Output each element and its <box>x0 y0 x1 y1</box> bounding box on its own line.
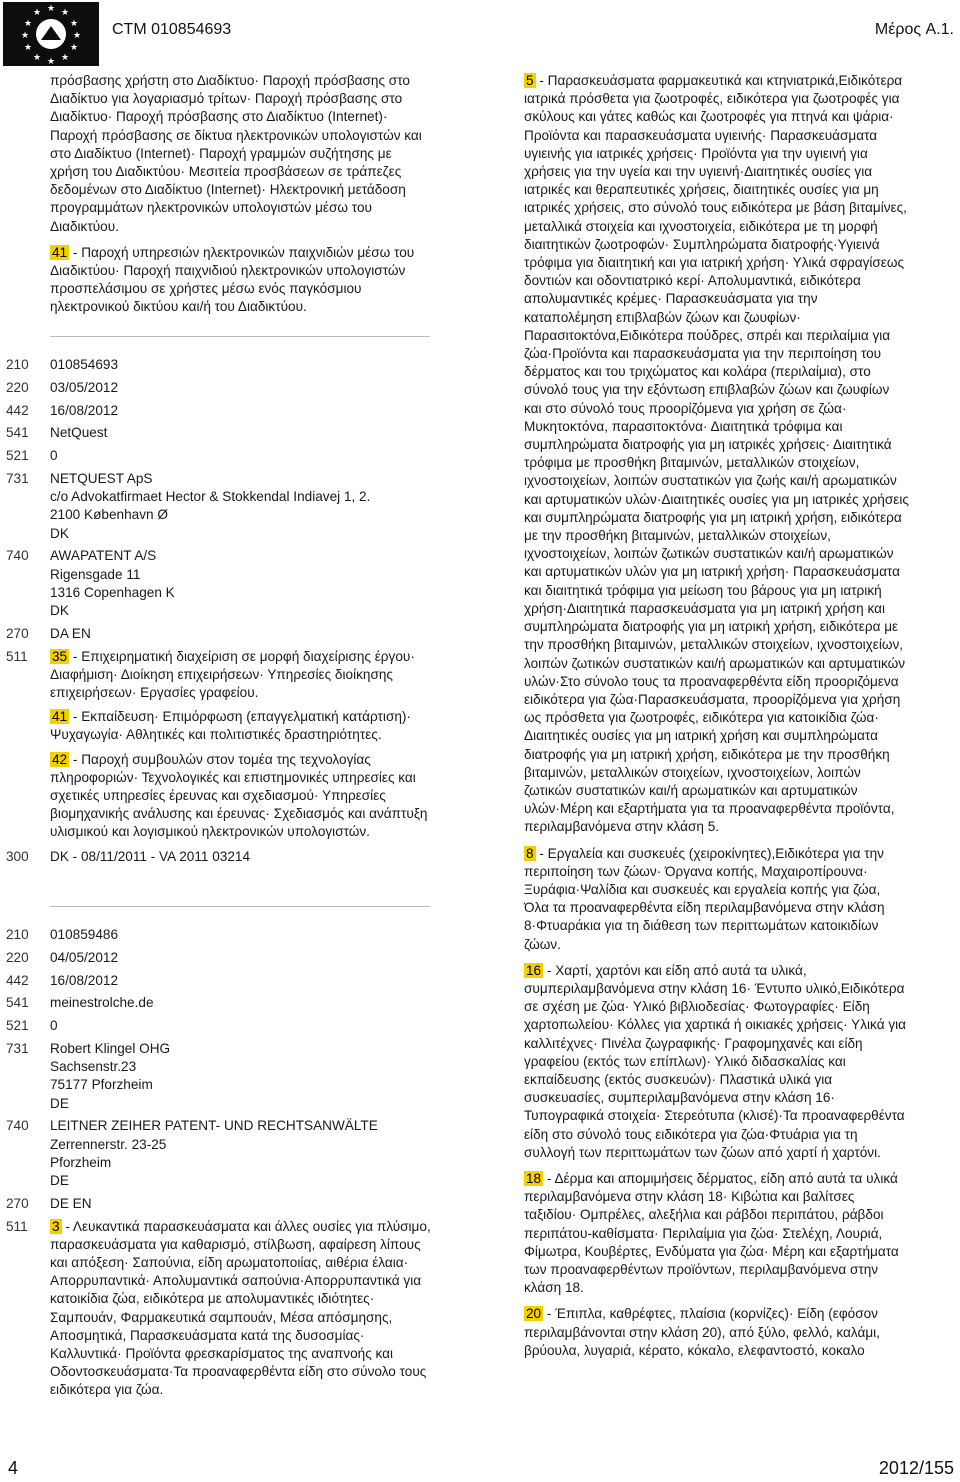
class-description: - Δέρμα και απομιμήσεις δέρματος, είδη από αυτά τα υλικά περιλαμβανόμενα στην κλάση 18· Κιβώτια και βαλίτσες ταξιδίου· Ομπρέλες, αλεξήλια και ράβδοι περιπάτου, ράβδοι περιπάτου-καθίσματα· Περιλαίμια για ζώα· Στελέχη, Λουριά, Φίμωτρα, Κουβέρτες, Ενδύματα για ζώα· Μέρη και εξαρτήματα των προαναφερθέντων προϊόντων, περιλαμβανόμενα στην κλάση 18. <box>524 1170 899 1296</box>
trademark-record <box>6 926 436 1406</box>
field-row <box>6 926 436 944</box>
field-row <box>6 949 436 967</box>
field-row <box>6 848 436 866</box>
inid-code: 511 <box>6 1218 28 1234</box>
record-separator <box>50 906 430 907</box>
inid-code: 220 <box>6 949 29 965</box>
class-description: - Χαρτί, χαρτόνι και είδη από αυτά τα υλικά, συμπεριλαμβανόμενα στην κλάση 16· Έντυπο υλικό,Ειδικότερα σε σχέση με ζώα· Υλικό βιβλιοδεσίας· Φωτογραφίες· Είδη χαρτοπωλείου· Κόλλες για χαρτικά ή οικιακές χρήσεις· Υλικά για καλλιτέχνες· Πινέλα ζωγραφικής· Γραφομηχανές και είδη γραφείου (εκτός των επίπλων)· Υλικό διδασκαλίας και εκπαίδευσης (εκτός συσκευών)· Πλαστικά υλικά για συσκευασίες, συμπεριλαμβανόμενα στην κλάση 16· Τυπογραφικά στοιχεία· Στερεότυπα (κλισέ)·Τα προαναφερθέντα είδη στο σύνολό τους ειδικότερα για ζώα·Φτυάρια για τη συλλογή των περιττωμάτων των ζώων από χαρτί ή χαρτόνι. <box>524 962 907 1160</box>
svg-text:★: ★ <box>69 43 79 53</box>
class-description: - Παροχή υπηρεσιών ηλεκτρονικών παιχνιδιών μέσω του Διαδικτύου· Παροχή παιχνιδιού ηλεκτρονικών υπολογιστών προσπελάσιμου σε χρήστες μέσω ενός παγκόσμιου ηλεκτρονικού δικτύου και/ή του Διαδικτύου. <box>50 244 415 315</box>
field-row <box>6 424 436 442</box>
inid-code: 541 <box>6 995 29 1011</box>
class-description: - Επιχειρηματική διαχείριση σε μορφή διαχείρισης έργου· Διαφήμιση· Διοίκηση επιχειρήσεων· Υπηρεσίες διοίκησης επιχειρήσεων· Εργασίες γραφείου. <box>50 648 415 700</box>
class-description: - Λευκαντικά παρασκευάσματα και άλλες ουσίες για πλύσιμο, παρασκευάσματα για καθαρισμό, στίλβωση, αφαίρεση λίπους και απόξεση· Σαπούνια, είδη αρωματοποιίας, αιθέρια έλαια· Απορρυπαντικά· Απολυμαντικά σαπούνια·Απορρυπαντικά για κατοικίδια ζώα, ειδικότερα με απολυμαντικές ιδιότητες· Σαμπουάν, Φαρμακευτικά σαμπουάν, Μέσα απόσμησης, Αποσμητικά, Παρασκευάσματα κατά της δυσοσμίας· Καλλυντικά· Προϊόντα φρεσκαρίσματος της αναπνοής και Οδοντοσκευάσματα·Τα προαναφερθέντα είδη στο σύνολο τους ειδικότερα για ζώα. <box>50 1218 431 1398</box>
field-value: 010859486 <box>50 927 119 942</box>
inid-code: 210 <box>6 927 29 942</box>
class-paragraph <box>524 72 909 837</box>
field-value: DE EN <box>50 1195 92 1211</box>
field-row <box>6 402 436 420</box>
inid-code: 541 <box>6 425 29 441</box>
class-paragraph <box>50 244 430 317</box>
class-paragraph <box>524 1305 909 1360</box>
inid-code: 731 <box>6 470 29 486</box>
field-value: 03/05/2012 <box>50 379 119 395</box>
page-number: 4 <box>8 1458 19 1478</box>
field-row <box>6 447 436 465</box>
field-value: meinestrolche.de <box>50 995 154 1011</box>
svg-text:★: ★ <box>69 19 79 29</box>
field-value: c/o Advokatfirmaet Hector & Stokkendal Indiavej 1, 2. <box>50 489 371 505</box>
field-value: 04/05/2012 <box>50 949 119 965</box>
field-row <box>6 1017 436 1035</box>
inid-code: 511 <box>6 648 28 664</box>
inid-code: 521 <box>6 1018 29 1034</box>
inid-code: 270 <box>6 625 29 641</box>
class-description: πρόσβασης χρήστη στο Διαδίκτυο· Παροχή πρόσβασης στο Διαδίκτυο για λογαριασμό τρίτων· Παροχή πρόσβασης στο Διαδίκτυο· Παροχή πρόσβασης στο Διαδίκτυο (Internet)· Παροχή πρόσβασης σε δίκτυα ηλεκτρονικών υπολογιστών και στο Διαδίκτυο (Internet)· Παροχή γραμμών συζήτησης με χρήση του Διαδικτύου· Μεσιτεία προσβάσεων σε τράπεζες δεδομένων στο Διαδίκτυο (Internet)· Ηλεκτρονική μετάδοση προγραμμάτων ηλεκτρονικών υπολογιστών μέσω του Διαδικτύου. <box>50 73 422 234</box>
record-separator <box>50 336 430 337</box>
field-row <box>6 1195 436 1213</box>
field-row <box>6 356 436 374</box>
field-value: DK - 08/11/2011 - VA 2011 03214 <box>50 848 251 864</box>
document-id: CTM 010854693 <box>112 21 232 38</box>
inid-code: 731 <box>6 1040 29 1056</box>
field-row <box>6 994 436 1012</box>
nice-class-badge: 41 <box>52 244 68 260</box>
field-row <box>6 1117 436 1190</box>
field-value: NetQuest <box>50 425 108 441</box>
field-value: DK <box>50 603 69 618</box>
field-value: DA EN <box>50 625 91 641</box>
nice-class-badge: 18 <box>526 1170 542 1186</box>
nice-class-badge: 41 <box>52 709 68 725</box>
field-row <box>6 972 436 990</box>
right-column-goods-services <box>524 72 909 1368</box>
class-description: - Εκπαίδευση· Επιμόρφωση (επαγγελματική κατάρτιση)· Ψυχαγωγία· Αθλητικές και πολιτιστικές δραστηριότητες. <box>50 709 411 743</box>
field-row <box>6 1218 436 1400</box>
inid-code: 442 <box>6 402 29 418</box>
svg-text:★: ★ <box>72 31 82 41</box>
page-header <box>0 0 960 66</box>
field-value: 0 <box>50 448 58 464</box>
class-description: - Εργαλεία και συσκευές (χειροκίνητες),Ειδικότερα για την περιποίηση των ζώων· Όργανα κοπής, Μαχαιροπίρουνα· Ξυράφια·Ψαλίδια και συσκευές και εργαλεία κοπής για ζώα, Όλα τα προαναφερθέντα είδη περιλαμβανόμενα στην κλάση 8·Φτυαράκια για τη διάθεση των περιττωμάτων κατοικιδίων ζώων. <box>524 845 885 952</box>
nice-class-badge: 3 <box>52 1218 60 1234</box>
class-paragraph <box>50 72 430 236</box>
svg-text:★: ★ <box>32 8 42 18</box>
field-row <box>6 470 436 543</box>
field-value: Pforzheim <box>50 1154 112 1170</box>
inid-code: 220 <box>6 379 29 395</box>
class-description: - Παρασκευάσματα φαρμακευτικά και κτηνιατρικά,Ειδικότερα ιατρικά πρόσθετα για ζωοτροφές, ειδικότερα για ζωοτροφές για σκύλους και γάτες καθώς και ζωοτροφές για πτηνά και ψάρια· Προϊόντα και παρασκευάσματα υγιεινής· Παρασκευάσματα υγιεινής για ιατρικές χρήσεις· Προϊόντα για την υγιεινή για χρήσεις για την υγεία και την υγιεινή·Διαιτητικές ουσίες για ιατρικές και θεραπευτικές χρήσεις, διαιτητικές ουσίες για μη ιατρικές χρήσεις, στο σύνολό τους ειδικότερα με βάση βιταμίνες, μεταλλικά στοιχεία και ιχνοστοιχεία, ειδικότερα με τη μορφή διαιτητικών ζωοτροφών· Συμπληρώματα διατροφής·Υγιεινά τρόφιμα για διαιτητική και για ιατρική χρήση· Υλικά σφραγίσεως δοντιών και οδοντιατρικό κερί· Απολυμαντικά, ειδικότερα απολυμαντικές κρέμες· Παρασκευάσματα για την καταπολέμηση επιβλαβών ζώων και ζωυφίων· Παρασιτοκτόνα,Ειδικότερα πούδρες, σπρέι και περιλαίμια για ζώα·Προϊόντα και παρασκευάσματα για την περιποίηση του δέρματος και του τριχώματος και κολάρα (περιλαίμια), στο σύνολό τους για την εξόντωση επιβλαβών ζώων και ζωυφίων και στο σύνολό τους προορίζόμενα για χρήση σε ζώα· Μυκητοκτόνα, παρασιτοκτόνα· Διαιτητικά τρόφιμα και συμπληρώματα διατροφής για μη ιατρικές χρήσεις· Διαιτητικά τρόφιμα με προσθήκη βιταμινών, μεταλλικών στοιχείων, ιχνοστοιχείων, λοιπών συστατικών για ζωής και/ή αρωματικών και αρτυματικών υλών·Διαιτητικές ουσίες για μη ιατρικές χρήσεις και συμπληρώματα διατροφής για μη ιατρική χρήση, ειδικότερα με την προσθήκη βιταμινών, μεταλλικών στοιχείων, ιχνοστοιχείων, λοιπών ζωτικών συστατικών και/ή αρωματικών και αρτυματικών υλών για μη ιατρική χρήση· Παρασκευάσματα και διαιτητικά τρόφιμα για μείωση του βάρους για μη ιατρική χρήση·Διαιτητικά παρασκευάσματα για μη ιατρική χρήση και συμπληρώματα διατροφής για μη ιατρική χρήση, ειδικότερα με την προσθήκη βιταμινών, μεταλλικών στοιχείων, ιχνοστοιχείων, λοιπών ζωτικών συστατικών και/ή αρωματικών και αρτυματικών υλών·Στο σύνολο τους τα προαναφερθέντα είδη προοριζόμενα ειδικότερα για ζώα·Παρασκευάσματα, προορίζόμενα για χρήση ως πρόσθετα για ζωοτροφές, ειδικότερα για κατοικίδια ζώα· Διαιτητικές ουσίες για μη ιατρική χρήση και συμπληρώματα διατροφής για μη ιατρική χρήση, ειδικότερα με την προσθήκη βιταμινών, μεταλλικών στοιχείων, ιχνοστοιχείων, λοιπών ζωτικών συστατικών και/ή αρωματικών και αρτυματικών υλών·Μέρη και εξαρτήματα για τα προαναφερθέντα προϊόντα, περιλαμβανόμενα στην κλάση 5. <box>524 73 909 835</box>
field-value: 75177 Pforzheim <box>50 1077 153 1093</box>
field-value: 16/08/2012 <box>50 402 119 418</box>
nice-class-badge: 16 <box>526 962 542 978</box>
class-paragraph <box>524 1170 909 1297</box>
field-value: 16/08/2012 <box>50 972 119 988</box>
class-paragraph <box>524 845 909 954</box>
nice-class-badge: 35 <box>52 648 68 664</box>
field-value: DE <box>50 1173 69 1188</box>
part-label: Μέρος A.1. <box>874 21 954 38</box>
class-paragraph <box>524 962 909 1162</box>
class-paragraph <box>50 751 436 842</box>
svg-text:★: ★ <box>32 53 42 63</box>
class-paragraph <box>50 1218 436 1400</box>
svg-text:★: ★ <box>46 57 56 66</box>
class-paragraph <box>50 648 436 703</box>
class-description: - Έπιπλα, καθρέφτες, πλαίσια (κορνίζες)· Είδη (εφόσον περιλαμβάνονται στην κλάση 20), από ξύλο, φελλό, καλάμι, βρύουλα, λυγαριά, κέρατο, κόκαλο, ελεφαντοστό, κοκαλο <box>524 1306 880 1358</box>
field-value: Zerrennerstr. 23-25 <box>50 1136 167 1152</box>
field-row <box>6 547 436 620</box>
svg-text:★: ★ <box>20 31 30 41</box>
field-value: 010854693 <box>50 357 119 372</box>
eu-ohim-logo <box>3 2 99 66</box>
nice-class-badge: 8 <box>526 845 534 861</box>
field-value: AWAPATENT A/S <box>50 548 157 564</box>
nice-class-badge: 5 <box>526 73 534 88</box>
eu-stars-icon <box>3 2 99 66</box>
field-value: NETQUEST ApS <box>50 470 153 486</box>
inid-code: 521 <box>6 448 29 464</box>
field-value: 2100 København Ø <box>50 507 168 523</box>
svg-text:★: ★ <box>46 4 56 14</box>
field-value: Robert Klingel OHG <box>50 1040 171 1056</box>
inid-code: 740 <box>6 548 29 564</box>
svg-text:★: ★ <box>60 8 70 18</box>
field-row <box>6 379 436 397</box>
field-value: DK <box>50 525 69 541</box>
inid-code: 270 <box>6 1195 29 1211</box>
field-value: 1316 Copenhagen K <box>50 584 175 600</box>
inid-code: 300 <box>6 848 29 864</box>
svg-text:★: ★ <box>23 43 33 53</box>
field-value: LEITNER ZEIHER PATENT- UND RECHTSANWÄLTE <box>50 1118 378 1134</box>
bulletin-issue: 2012/155 <box>878 1458 954 1478</box>
field-value: Rigensgade 11 <box>50 566 141 582</box>
field-row <box>6 648 436 842</box>
svg-text:★: ★ <box>60 53 70 63</box>
inid-code: 442 <box>6 972 29 988</box>
nice-class-badge: 42 <box>52 751 68 767</box>
trademark-record <box>6 356 436 870</box>
field-value: 0 <box>50 1018 58 1034</box>
field-row <box>6 1040 436 1113</box>
field-row <box>6 625 436 643</box>
field-value: DE <box>50 1095 69 1111</box>
svg-text:★: ★ <box>23 19 33 29</box>
field-value: Sachsenstr.23 <box>50 1059 137 1075</box>
left-column-continuation <box>50 72 430 325</box>
inid-code: 210 <box>6 357 29 372</box>
class-paragraph <box>50 708 436 744</box>
nice-class-badge: 20 <box>526 1306 542 1322</box>
inid-code: 740 <box>6 1118 29 1134</box>
class-description: - Παροχή συμβουλών στον τομέα της τεχνολογίας πληροφοριών· Τεχνολογικές και επιστημονικές υπηρεσίες και σχετικές υπηρεσίες έρευνας και σχεδιασμού· Υπηρεσίες βιομηχανικής ανάλυσης και έρευνας· Σχεδιασμός και ανάπτυξη υλισμικού και λογισμικού ηλεκτρονικών υπολογιστών. <box>50 751 428 840</box>
